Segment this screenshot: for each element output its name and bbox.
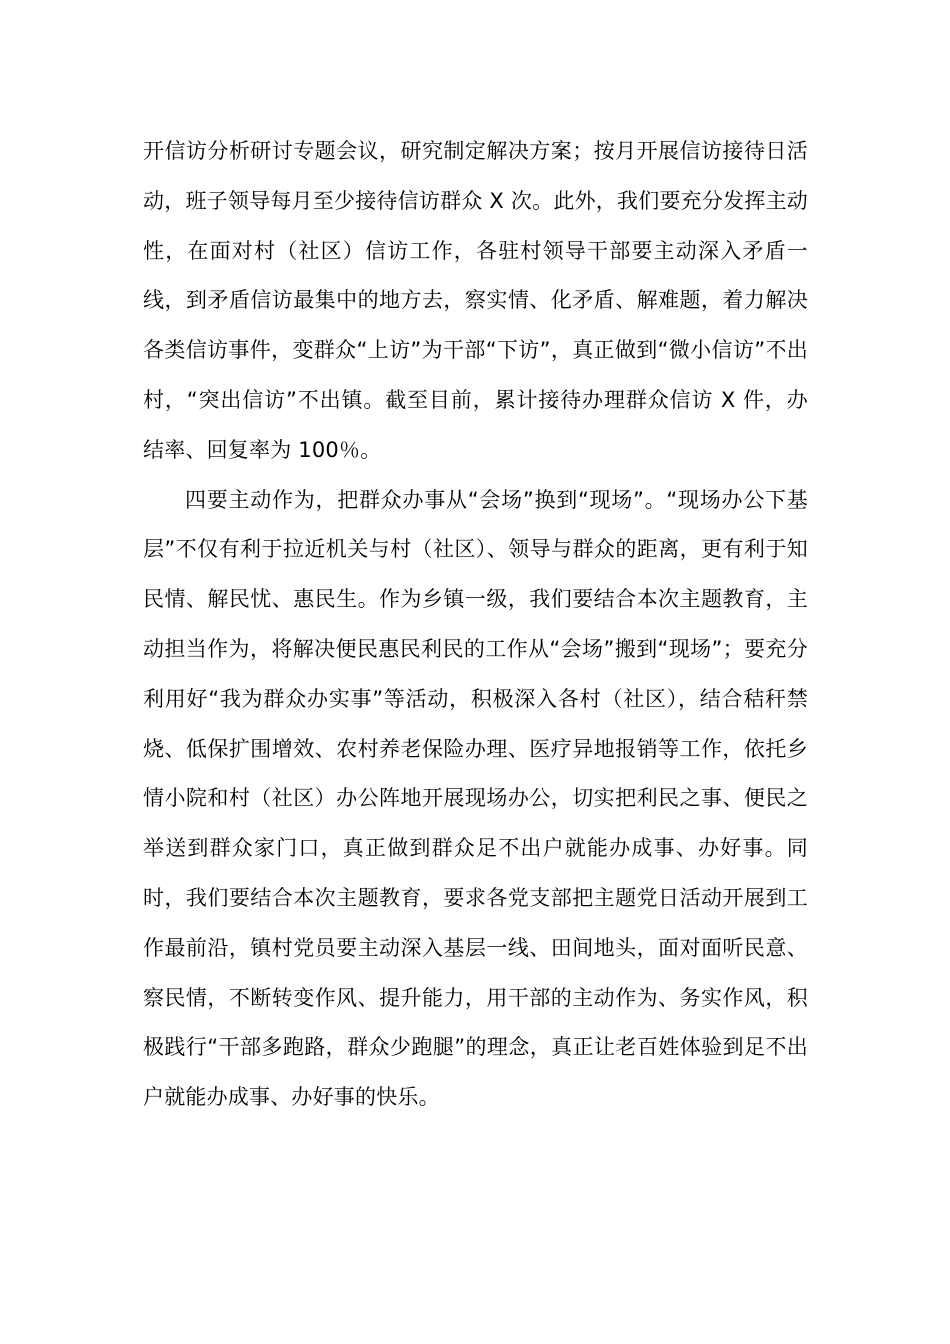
paragraph-four: 四要主动作为，把群众办事从“会场”换到“现场”。“现场办公下基层”不仅有利于拉近机关与村（社区）、领导与群众的距离，更有利于知民情、解民忧、惠民生。作为乡镇一级，我们要结合本次主题教育，主动担当作为，将解决便民惠民利民的工作从“会场”搬到“现场”；要充分利用好“我为群众办实事”等活动，积极深入各村（社区），结合秸秆禁烧、低保扩围增效、农村养老保险办理、医疗异地报销等工作，依托乡情小院和村（社区）办公阵地开展现场办公，切实把利民之事、便民之举送到群众家门口，真正做到群众足不出户就能办成事、办好事。同时，我们要结合本次主题教育，要求各党支部把主题党日活动开展到工作最前沿，镇村党员要主动深入基层一线、田间地头，面对面听民意、察民情，不断转变作风、提升能力，用干部的主动作为、务实作风，积极践行“干部多跑路，群众少跑腿”的理念，真正让老百姓体验到足不出户就能办成事、办好事的快乐。 — [143, 487, 808, 1110]
document-body — [143, 127, 808, 1123]
paragraph-continued: 开信访分析研讨专题会议，研究制定解决方案；按月开展信访接待日活动，班子领导每月至少接待信访群众 X 次。此外，我们要充分发挥主动性，在面对村（社区）信访工作，各驻村领导干部要主动深入矛盾一线，到矛盾信访最集中的地方去，察实情、化矛盾、解难题，着力解决各类信访事件，变群众“上访”为干部“下访”，真正做到“微小信访”不出村，“突出信访”不出镇。截至目前，累计接待办理群众信访 X 件，办结率、回复率为 100％。 — [143, 139, 808, 462]
